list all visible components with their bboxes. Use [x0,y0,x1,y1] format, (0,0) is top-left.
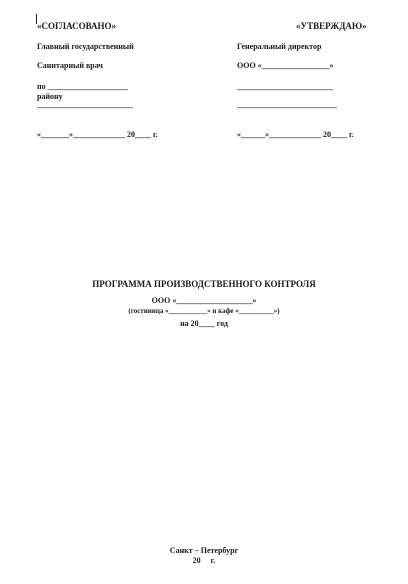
left-signature-line: ________________________ [37,100,133,109]
program-year-line: на 20____ год [180,319,228,328]
program-title: ПРОГРАММА ПРОИЗВОДСТВЕННОГО КОНТРОЛЯ [92,279,316,289]
footer-year: 20 г. [192,556,216,565]
left-title-line1: Главный государственный [37,42,134,51]
left-district-prefix: по ____________________ [37,82,128,91]
right-heading: «УТВЕРЖДАЮ» [296,21,367,31]
right-company-line: ООО «_________________» [237,61,334,70]
right-title-line1: Генеральный директор [237,42,322,51]
right-date-line: «______»_____________ 20____ г. [237,130,354,139]
left-date-line: «_______»_____________ 20____ г. [37,130,158,139]
right-blank-line1: ________________________ [237,82,333,91]
left-district-word: району [37,92,63,101]
left-title-line2: Санитарный врач [37,61,103,70]
program-company-line: ООО «___________________» [151,296,257,305]
left-heading: «СОГЛАСОВАНО» [37,21,117,31]
footer-city: Санкт – Петербург [169,546,239,555]
right-blank-line2: _________________________ [237,100,337,109]
program-subtitle-line: (гостиница «___________» и кафе «__________») [128,307,280,315]
